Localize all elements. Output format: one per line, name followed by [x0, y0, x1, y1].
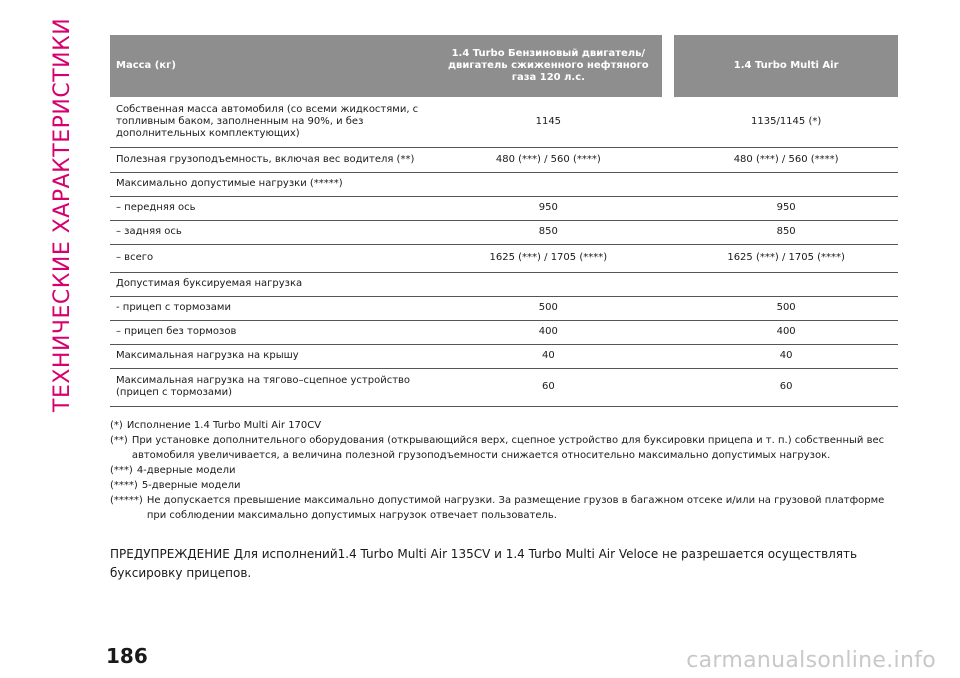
row-value-1: 850 — [434, 220, 662, 244]
row-label: Допустимая буксируемая нагрузка — [110, 272, 434, 296]
row-gap — [662, 272, 674, 296]
header-engine-1: 1.4 Turbo Бензиновый двигатель/двигатель сжиженного нефтяного газа 120 л.с. — [434, 35, 662, 97]
footnote — [110, 478, 900, 493]
footnote-text: 4-дверные модели — [136, 465, 236, 476]
footnote-text: При установке дополнительного оборудования (открывающийся верх, сцепное устройство для буксировки прицепа и т. п.) собственный вес автомобиля увеличивается, а величина полезной грузоподъемности снижается относительно максимально допустимых нагрузок. — [131, 435, 885, 461]
table-row — [110, 296, 898, 320]
row-value-2: 60 — [674, 368, 898, 406]
table-header-row — [110, 35, 898, 97]
footnote-mark: (*) — [110, 420, 123, 431]
table-row — [110, 368, 898, 406]
warning-text: ПРЕДУПРЕЖДЕНИЕ Для исполнений1.4 Turbo Multi Air 135CV и 1.4 Turbo Multi Air Veloce не разрешается осуществлять буксировку прицепов. — [110, 547, 858, 580]
row-gap — [662, 296, 674, 320]
row-label: – передняя ось — [110, 196, 434, 220]
footnote-mark: (*****) — [110, 495, 143, 506]
row-value-1 — [434, 172, 662, 196]
footnote — [110, 463, 900, 478]
footnote-text: 5-дверные модели — [141, 480, 241, 491]
row-gap — [662, 147, 674, 172]
row-gap — [662, 244, 674, 272]
row-label: – всего — [110, 244, 434, 272]
row-value-2: 950 — [674, 196, 898, 220]
section-side-title: ТЕХНИЧЕСКИЕ ХАРАКТЕРИСТИКИ — [50, 17, 75, 412]
row-gap — [662, 172, 674, 196]
row-label: – прицеп без тормозов — [110, 320, 434, 344]
row-gap — [662, 220, 674, 244]
footnote-mark: (****) — [110, 480, 138, 491]
row-value-1: 950 — [434, 196, 662, 220]
row-label: Максимально допустимые нагрузки (*****) — [110, 172, 434, 196]
row-value-1: 500 — [434, 296, 662, 320]
footnote-mark: (**) — [110, 435, 128, 446]
footnotes — [110, 418, 900, 523]
header-gap — [662, 35, 674, 97]
row-label: Собственная масса автомобиля (со всеми жидкостями, с топливным баком, заполненным на 90%, и без дополнительных комплектующих) — [110, 97, 434, 147]
row-value-2: 850 — [674, 220, 898, 244]
row-value-2: 400 — [674, 320, 898, 344]
table-row — [110, 147, 898, 172]
table-row — [110, 272, 898, 296]
row-value-1: 40 — [434, 344, 662, 368]
row-value-2 — [674, 272, 898, 296]
row-label: Максимальная нагрузка на крышу — [110, 344, 434, 368]
row-value-1: 1145 — [434, 97, 662, 147]
weights-table — [110, 35, 898, 407]
header-label: Масса (кг) — [110, 35, 434, 97]
footnote-mark: (***) — [110, 465, 133, 476]
row-value-2: 480 (***) / 560 (****) — [674, 147, 898, 172]
row-value-2: 1135/1145 (*) — [674, 97, 898, 147]
row-value-1: 400 — [434, 320, 662, 344]
page-number: 186 — [106, 644, 148, 668]
row-label: - прицеп с тормозами — [110, 296, 434, 320]
footnote — [110, 418, 900, 433]
row-value-2: 1625 (***) / 1705 (****) — [674, 244, 898, 272]
table-row — [110, 220, 898, 244]
row-gap — [662, 344, 674, 368]
row-value-1: 60 — [434, 368, 662, 406]
row-value-1: 1625 (***) / 1705 (****) — [434, 244, 662, 272]
watermark: carmanualsonline.info — [686, 648, 936, 673]
table-row — [110, 172, 898, 196]
footnote — [110, 493, 900, 523]
footnote-text: Исполнение 1.4 Turbo Multi Air 170CV — [126, 420, 322, 431]
header-engine-2: 1.4 Turbo Multi Air — [674, 35, 898, 97]
row-label: – задняя ось — [110, 220, 434, 244]
table-row — [110, 320, 898, 344]
table-row — [110, 196, 898, 220]
row-value-2: 500 — [674, 296, 898, 320]
table-row — [110, 97, 898, 147]
row-value-1 — [434, 272, 662, 296]
row-gap — [662, 97, 674, 147]
row-label: Максимальная нагрузка на тягово–сцепное устройство (прицеп с тормозами) — [110, 368, 434, 406]
row-value-1: 480 (***) / 560 (****) — [434, 147, 662, 172]
footnote-text: Не допускается превышение максимально допустимой нагрузки. За размещение грузов в багажном отсеке и/или на грузовой платформе при соблюдении максимально допустимых нагрузок отвечает пользователь. — [146, 495, 885, 521]
row-gap — [662, 320, 674, 344]
table-row — [110, 344, 898, 368]
row-gap — [662, 196, 674, 220]
table-row — [110, 244, 898, 272]
row-label: Полезная грузоподъемность, включая вес водителя (**) — [110, 147, 434, 172]
row-value-2: 40 — [674, 344, 898, 368]
row-value-2 — [674, 172, 898, 196]
footnote — [110, 433, 900, 463]
row-gap — [662, 368, 674, 406]
